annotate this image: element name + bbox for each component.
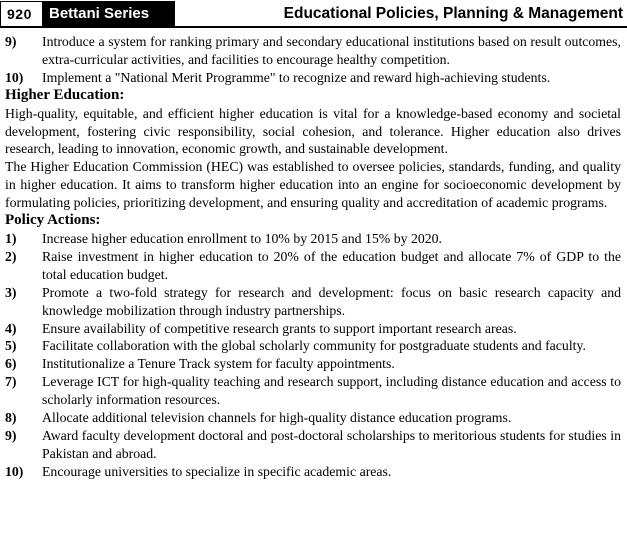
item-text: Award faculty development doctoral and post-doctoral scholarships to meritorious students for studies in Pakistan and abroad. xyxy=(42,427,621,461)
list-item xyxy=(5,320,621,338)
item-number: 9) xyxy=(5,34,17,49)
list-item xyxy=(5,284,621,320)
item-text: Promote a two-fold strategy for research and development: focus on basic research capacity and knowledge mobilization through industry partnerships. xyxy=(42,284,621,318)
page-content xyxy=(0,28,627,481)
policy-actions-list xyxy=(5,230,621,481)
list-item xyxy=(5,463,621,481)
section-heading-policy-actions: Policy Actions: xyxy=(5,212,101,229)
item-text: Institutionalize a Tenure Track system for faculty appointments. xyxy=(42,356,395,372)
page-header xyxy=(0,1,627,28)
item-text: Leverage ICT for high-quality teaching and research support, including distance education and access to scholarly information resources. xyxy=(42,374,621,408)
item-number: 2) xyxy=(5,248,17,264)
item-number: 7) xyxy=(5,374,17,390)
item-text: Ensure availability of competitive research grants to support important research areas. xyxy=(42,320,517,336)
pre-section-list xyxy=(5,33,621,87)
header-title: Educational Policies, Planning & Management xyxy=(283,4,623,22)
list-item xyxy=(5,409,621,427)
item-number: 5) xyxy=(5,338,17,354)
list-item xyxy=(5,33,621,69)
item-number: 6) xyxy=(5,356,17,372)
book-page xyxy=(0,1,627,534)
list-item xyxy=(5,337,621,355)
paragraph-hec: The Higher Education Commission (HEC) was established to oversee policies, standards, funding, and quality in higher education. It aims to transform higher education into an engine for socioeconomic development by formulating policies, prioritizing development, and ensuring quality and accreditation of academic programs. xyxy=(5,159,621,211)
paragraph-higher-education-intro: High-quality, equitable, and efficient higher education is vital for a knowledge-based economy and societal development, fostering civic responsibility, social cohesion, and tolerance. Higher education also drives research, leading to innovation, economic growth, and sustainable development. xyxy=(5,105,621,157)
list-item xyxy=(5,69,621,87)
item-number: 1) xyxy=(5,230,17,246)
item-number: 10) xyxy=(5,463,24,479)
list-item xyxy=(5,230,621,248)
item-text: Encourage universities to specialize in specific academic areas. xyxy=(42,463,392,479)
list-item xyxy=(5,427,621,463)
item-number: 9) xyxy=(5,427,17,443)
item-number: 8) xyxy=(5,410,17,426)
list-item xyxy=(5,355,621,373)
item-number: 3) xyxy=(5,284,17,300)
list-item xyxy=(5,373,621,409)
item-text: Introduce a system for ranking primary and secondary educational institutions based on result outcomes, extra-curricular activities, and facilities to encourage healthy competition. xyxy=(42,34,621,67)
page-number: 920 xyxy=(0,1,42,26)
list-item xyxy=(5,248,621,284)
section-heading-higher-education: Higher Education: xyxy=(5,86,125,103)
series-badge xyxy=(42,1,175,26)
item-text: Raise investment in higher education to 20% of the education budget and allocate 7% of GDP to the total education budget. xyxy=(42,248,621,282)
item-text: Implement a "National Merit Programme" to recognize and reward high-achieving students. xyxy=(42,69,551,85)
item-text: Facilitate collaboration with the global scholarly community for postgraduate students and faculty. xyxy=(42,338,586,354)
series-label: Bettani Series xyxy=(49,5,150,22)
item-number: 4) xyxy=(5,320,17,336)
item-text: Allocate additional television channels for high-quality distance education programs. xyxy=(42,410,512,426)
item-text: Increase higher education enrollment to 10% by 2015 and 15% by 2020. xyxy=(42,230,443,246)
item-number: 10) xyxy=(5,69,24,85)
